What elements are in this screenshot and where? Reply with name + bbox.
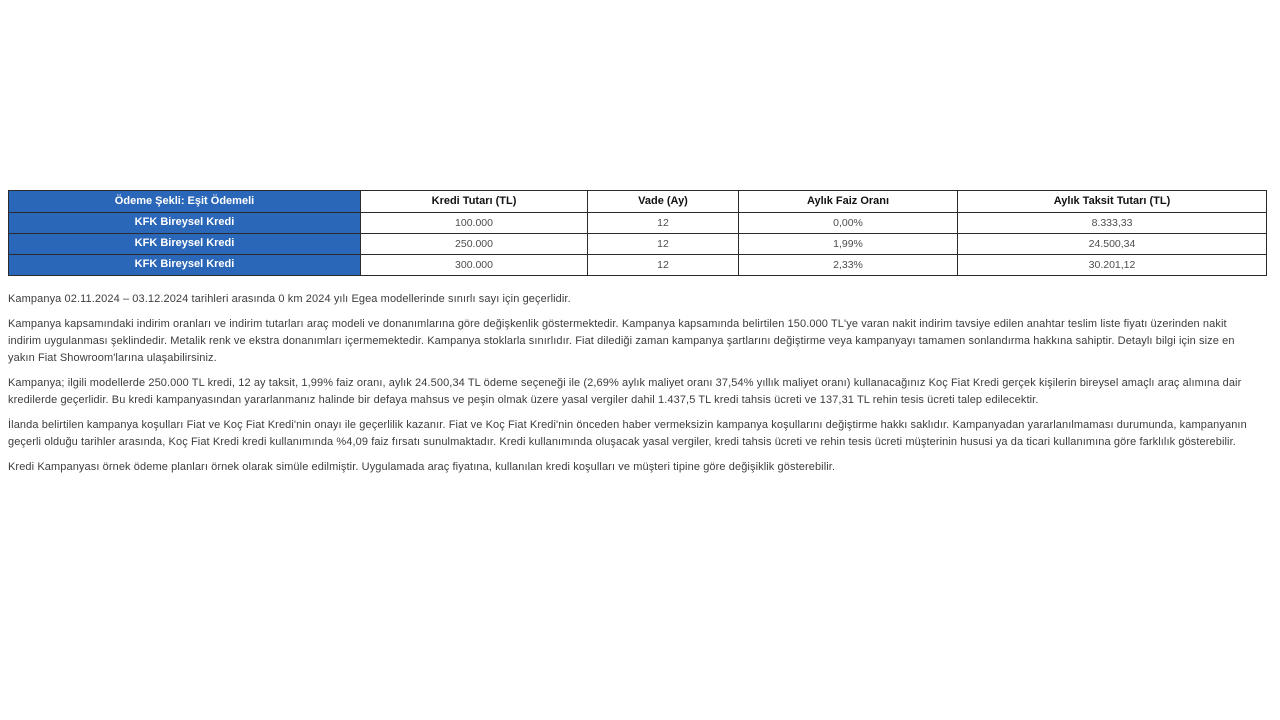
- disclaimer-simulation-note: Kredi Kampanyası örnek ödeme planları örnek olarak simüle edilmiştir. Uygulamada araç fiyatına, kullanılan kredi koşulları ve müşteri tipine göre değişiklik gösterebilir.: [8, 461, 836, 473]
- table-row: [9, 234, 1267, 255]
- top-whitespace: [0, 0, 1280, 190]
- cell-aylik-faiz-orani: 0,00%: [739, 213, 958, 234]
- cell-product-name: KFK Bireysel Kredi: [9, 213, 361, 234]
- disclaimer-credit-terms: Kampanya; ilgili modellerde 250.000 TL kredi, 12 ay taksit, 1,99% faiz oranı, aylık 24.500,34 TL ödeme seçeneği ile (2,69% aylık maliyet oranı 37,54% yıllık maliyet oranı) kullanacağınız Koç Fiat Kredi gerçek kişilerin bireysel amaçlı araç alımına dair kredilerde geçerlidir. Bu kredi kampanyasından yararlanmanız halinde bir defaya mahsus ve peşin olmak üzere yasal vergiler dahil 1.437,5 TL kredi tahsis ücreti ve 137,31 TL rehin tesis ücreti talep edilecektir.: [8, 377, 1242, 406]
- header-aylik-faiz-orani: Aylık Faiz Oranı: [739, 191, 958, 213]
- cell-aylik-taksit-tutari: 30.201,12: [958, 255, 1267, 276]
- table-header-row: [9, 191, 1267, 213]
- cell-kredi-tutari: 100.000: [361, 213, 588, 234]
- cell-kredi-tutari: 250.000: [361, 234, 588, 255]
- cell-vade: 12: [588, 234, 739, 255]
- cell-aylik-faiz-orani: 1,99%: [739, 234, 958, 255]
- cell-aylik-taksit-tutari: 24.500,34: [958, 234, 1267, 255]
- cell-vade: 12: [588, 213, 739, 234]
- table-row: [9, 213, 1267, 234]
- cell-aylik-faiz-orani: 2,33%: [739, 255, 958, 276]
- disclaimer-discount-terms: Kampanya kapsamındaki indirim oranları ve indirim tutarları araç modeli ve donanımlarına göre değişkenlik göstermektedir. Kampanya kapsamında belirtilen 150.000 TL'ye varan nakit indirim tavsiye edilen anahtar teslim liste fiyatı üzerinden nakit indirim uygulanması şeklindedir. Metalik renk ve ekstra donanımları içermemektedir. Kampanya stoklarla sınırlıdır. Fiat dilediği zaman kampanya şartlarını değiştirme veya kampanyayı tamamen sonlandırma hakkına sahiptir. Detaylı bilgi için size en yakın Fiat Showroom'larına ulaşabilirsiniz.: [8, 318, 1235, 364]
- disclaimer-section: [8, 291, 1261, 476]
- cell-aylik-taksit-tutari: 8.333,33: [958, 213, 1267, 234]
- table-row: [9, 255, 1267, 276]
- disclaimer-campaign-dates: Kampanya 02.11.2024 – 03.12.2024 tarihleri arasında 0 km 2024 yılı Egea modellerinde sınırlı sayı için geçerlidir.: [8, 293, 571, 305]
- payment-plan-table: [8, 190, 1267, 276]
- cell-product-name: KFK Bireysel Kredi: [9, 255, 361, 276]
- cell-vade: 12: [588, 255, 739, 276]
- header-aylik-taksit-tutari: Aylık Taksit Tutarı (TL): [958, 191, 1267, 213]
- cell-product-name: KFK Bireysel Kredi: [9, 234, 361, 255]
- cell-kredi-tutari: 300.000: [361, 255, 588, 276]
- header-vade: Vade (Ay): [588, 191, 739, 213]
- header-odeme-sekli: Ödeme Şekli: Eşit Ödemeli: [9, 191, 361, 213]
- header-kredi-tutari: Kredi Tutarı (TL): [361, 191, 588, 213]
- disclaimer-approval-terms: İlanda belirtilen kampanya koşulları Fiat ve Koç Fiat Kredi'nin onayı ile geçerlilik kazanır. Fiat ve Koç Fiat Kredi'nin önceden haber vermeksizin kampanya koşullarını değiştirme hakkı saklıdır. Kampanyadan yararlanılmaması durumunda, kampanyanın geçerli olduğu tarihler arasında, Koç Fiat Kredi kredi kullanımında %4,09 faiz fırsatı sunulmaktadır. Kredi kullanımında oluşacak yasal vergiler, kredi tahsis ücreti ve rehin tesis ücreti müşterinin hususi ya da ticari kullanımına göre farklılık gösterebilir.: [8, 419, 1247, 448]
